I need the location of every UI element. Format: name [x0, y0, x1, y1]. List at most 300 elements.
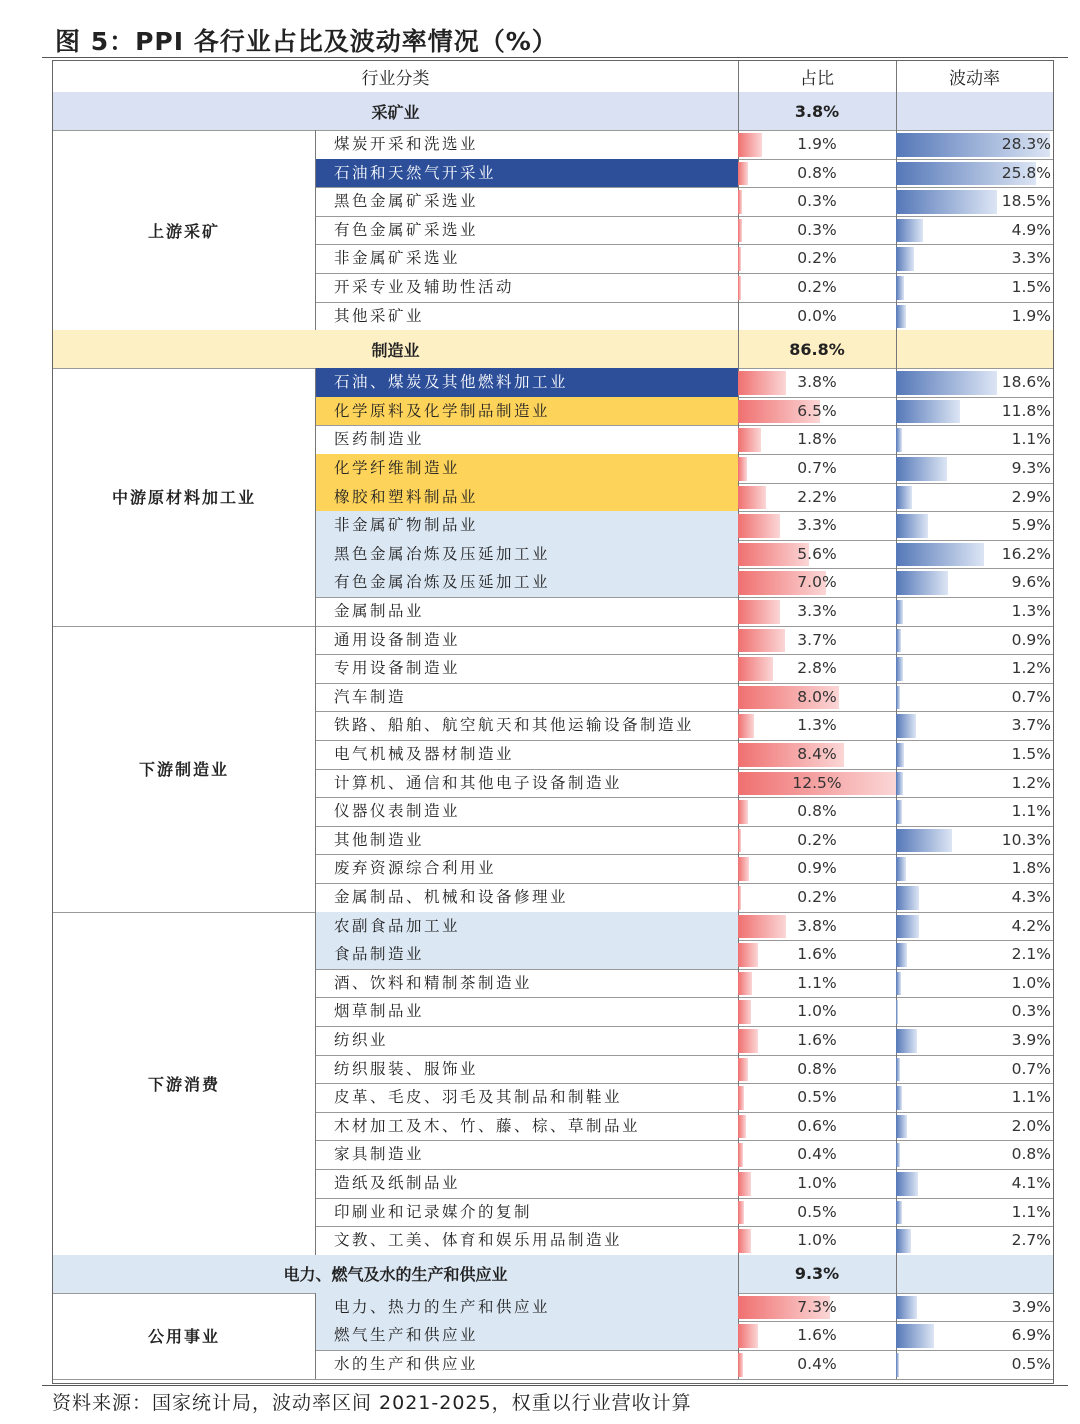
share-bar [738, 371, 786, 395]
share-bar [738, 1143, 743, 1167]
share-bar [738, 1172, 751, 1196]
volatility-cell [896, 187, 1053, 216]
share-bar [738, 857, 749, 881]
share-value: 1.3% [797, 716, 837, 735]
share-bar [738, 1086, 744, 1110]
share-value: 2.2% [797, 487, 837, 506]
volatility-bar [896, 972, 901, 996]
share-cell [738, 1140, 896, 1169]
share-value: 0.4% [797, 1145, 837, 1164]
volatility-cell [896, 1055, 1053, 1084]
volatility-value: 9.3% [1011, 459, 1051, 477]
volatility-cell [896, 1169, 1053, 1198]
share-value: 1.1% [797, 973, 837, 992]
share-value: 0.0% [797, 306, 837, 325]
share-value: 0.3% [797, 192, 837, 211]
volatility-value: 1.9% [1011, 306, 1051, 325]
volatility-value: 1.2% [1011, 773, 1051, 792]
industry-name: 电气机械及器材制造业 [334, 745, 515, 763]
share-value: 1.0% [797, 1002, 837, 1021]
industry-name: 金属制品业 [334, 602, 425, 620]
share-value: 0.2% [797, 249, 837, 268]
share-bar [738, 1115, 746, 1139]
share-cell [738, 969, 896, 998]
volatility-cell [896, 969, 1053, 998]
volatility-value: 0.8% [1011, 1145, 1051, 1164]
industry-name: 黑色金属矿采选业 [334, 192, 479, 211]
volatility-value: 2.1% [1011, 945, 1051, 964]
share-bar [738, 428, 761, 452]
share-value: 1.6% [797, 1326, 837, 1345]
volatility-cell [896, 397, 1053, 426]
share-bar [738, 514, 780, 538]
volatility-value: 4.1% [1011, 1174, 1051, 1192]
volatility-value: 18.5% [1001, 192, 1051, 211]
volatility-bar [896, 1229, 911, 1253]
share-value: 0.8% [797, 163, 837, 182]
share-bar [738, 915, 786, 939]
share-bar [738, 1353, 743, 1377]
industry-name: 有色金属矿采选业 [334, 220, 479, 239]
share-cell [738, 1293, 896, 1322]
volatility-cell [896, 797, 1053, 826]
source-rule [42, 1385, 1068, 1386]
volatility-bar [896, 1086, 902, 1110]
group-label: 上游采矿 [147, 221, 220, 241]
volatility-value: 3.9% [1011, 1297, 1051, 1316]
volatility-cell [896, 826, 1053, 855]
industry-name: 化学原料及化学制品制造业 [315, 397, 738, 426]
volatility-value: 3.9% [1011, 1031, 1051, 1049]
share-cell [738, 683, 896, 712]
share-bar [738, 657, 773, 681]
volatility-cell [896, 683, 1053, 712]
share-value: 0.8% [797, 802, 837, 821]
share-value: 0.7% [797, 459, 837, 477]
share-value: 0.9% [797, 859, 837, 878]
volatility-value: 0.5% [1011, 1355, 1051, 1373]
share-cell [738, 854, 896, 883]
volatility-cell [896, 940, 1053, 969]
volatility-bar [896, 743, 904, 767]
volatility-cell [896, 1140, 1053, 1169]
volatility-cell [896, 597, 1053, 626]
share-value: 1.6% [797, 945, 837, 964]
volatility-bar [896, 943, 907, 967]
volatility-value: 0.9% [1011, 630, 1051, 649]
volatility-cell [896, 1321, 1053, 1350]
section-share: 9.3% [794, 1264, 840, 1284]
volatility-bar [896, 514, 928, 538]
volatility-cell [896, 626, 1053, 655]
volatility-bar [896, 772, 903, 796]
share-cell [738, 711, 896, 740]
volatility-value: 9.6% [1011, 573, 1051, 592]
column-divider [738, 1255, 739, 1293]
share-bar [738, 629, 785, 653]
volatility-cell [896, 540, 1053, 569]
share-value: 7.0% [797, 573, 837, 592]
industry-name: 电力、热力的生产和供应业 [315, 1293, 738, 1322]
header-share: 占比 [800, 69, 834, 89]
share-cell [738, 1026, 896, 1055]
volatility-value: 6.9% [1011, 1326, 1051, 1345]
column-divider [738, 92, 739, 130]
industry-name: 非金属矿采选业 [334, 249, 461, 268]
row-divider [53, 1379, 1053, 1380]
share-cell [738, 626, 896, 655]
volatility-bar [896, 1172, 918, 1196]
volatility-bar [896, 1143, 900, 1167]
share-value: 0.2% [797, 278, 837, 296]
share-cell [738, 826, 896, 855]
volatility-value: 1.2% [1011, 659, 1051, 678]
volatility-bar [896, 829, 952, 853]
volatility-cell [896, 1198, 1053, 1227]
volatility-bar [896, 486, 912, 510]
share-cell [738, 540, 896, 569]
column-divider [315, 130, 316, 330]
share-bar [738, 600, 780, 624]
volatility-value: 11.8% [1001, 401, 1051, 420]
share-cell [738, 997, 896, 1026]
industry-name: 木材加工及木、竹、藤、棕、草制品业 [334, 1116, 641, 1135]
volatility-bar [896, 190, 997, 214]
share-value: 1.0% [797, 1174, 837, 1192]
volatility-cell [896, 711, 1053, 740]
volatility-cell [896, 425, 1053, 454]
volatility-value: 0.7% [1011, 1059, 1051, 1078]
share-bar [738, 133, 762, 157]
group-label: 下游消费 [147, 1074, 220, 1094]
share-cell [738, 511, 896, 540]
share-value: 2.8% [797, 659, 837, 678]
share-value: 1.6% [797, 1031, 837, 1049]
share-bar [738, 247, 741, 271]
column-divider [315, 368, 316, 625]
share-cell [738, 1169, 896, 1198]
ppi-industry-table [52, 60, 1054, 1384]
share-value: 6.5% [797, 401, 837, 420]
share-bar [738, 714, 754, 738]
volatility-bar [896, 305, 906, 329]
volatility-cell [896, 654, 1053, 683]
volatility-value: 0.7% [1011, 687, 1051, 706]
share-value: 3.8% [797, 373, 837, 392]
volatility-cell [896, 273, 1053, 302]
share-cell [738, 216, 896, 245]
share-value: 12.5% [792, 773, 842, 792]
volatility-cell [896, 130, 1053, 159]
volatility-bar [896, 600, 903, 624]
industry-name: 印刷业和记录媒介的复制 [334, 1202, 533, 1221]
volatility-cell [896, 883, 1053, 912]
volatility-cell [896, 483, 1053, 512]
industry-name: 石油和天然气开采业 [315, 159, 738, 188]
industry-name: 煤炭开采和洗选业 [334, 135, 479, 153]
share-cell [738, 1083, 896, 1112]
share-value: 3.3% [797, 516, 837, 535]
header-category: 行业分类 [361, 69, 430, 89]
share-value: 3.8% [797, 916, 837, 935]
share-cell [738, 568, 896, 597]
share-cell [738, 883, 896, 912]
industry-name: 酒、饮料和精制茶制造业 [334, 973, 533, 992]
share-value: 0.8% [797, 1059, 837, 1078]
volatility-value: 1.1% [1011, 1202, 1051, 1221]
share-value: 0.5% [797, 1088, 837, 1107]
industry-name: 开采专业及辅助性活动 [334, 278, 515, 296]
share-cell [738, 1350, 896, 1379]
industry-name: 专用设备制造业 [334, 659, 461, 678]
volatility-cell [896, 302, 1053, 331]
volatility-cell [896, 1350, 1053, 1379]
share-value: 1.0% [797, 1231, 837, 1250]
figure-title: 图 5：PPI 各行业占比及波动率情况（%） [55, 27, 558, 56]
volatility-cell [896, 912, 1053, 941]
industry-name: 金属制品、机械和设备修理业 [334, 888, 569, 906]
industry-name: 其他制造业 [334, 830, 425, 849]
share-value: 0.5% [797, 1202, 837, 1221]
volatility-bar [896, 800, 902, 824]
share-bar [738, 1029, 758, 1053]
volatility-value: 4.2% [1011, 916, 1051, 935]
share-value: 1.9% [797, 135, 837, 153]
share-cell [738, 244, 896, 273]
group-label: 公用事业 [147, 1327, 220, 1347]
industry-name: 燃气生产和供应业 [315, 1321, 738, 1350]
share-value: 0.6% [797, 1116, 837, 1135]
industry-name: 家具制造业 [334, 1145, 425, 1164]
share-cell [738, 769, 896, 798]
share-cell [738, 1198, 896, 1227]
volatility-bar [896, 629, 901, 653]
share-value: 3.3% [797, 602, 837, 620]
industry-name: 仪器仪表制造业 [334, 802, 461, 821]
volatility-bar [896, 1029, 917, 1053]
share-cell [738, 740, 896, 769]
share-cell [738, 368, 896, 397]
share-bar [738, 162, 748, 186]
share-bar [738, 276, 741, 300]
volatility-bar [896, 571, 948, 595]
volatility-value: 5.9% [1011, 516, 1051, 535]
share-bar [738, 943, 758, 967]
volatility-bar [896, 915, 919, 939]
share-bar [738, 486, 766, 510]
share-cell [738, 940, 896, 969]
share-bar [738, 886, 741, 910]
share-bar [738, 1201, 744, 1225]
column-divider [896, 1255, 897, 1293]
volatility-bar [896, 714, 916, 738]
volatility-cell [896, 1083, 1053, 1112]
industry-name: 非金属矿物制品业 [315, 511, 738, 540]
industry-name: 纺织业 [334, 1031, 389, 1049]
column-divider [315, 1293, 316, 1379]
volatility-bar [896, 400, 960, 424]
industry-name: 石油、煤炭及其他燃料加工业 [315, 368, 738, 397]
volatility-bar [896, 457, 947, 481]
industry-name: 文教、工美、体育和娱乐用品制造业 [334, 1231, 623, 1250]
section-name: 采矿业 [371, 102, 420, 122]
share-value: 5.6% [797, 544, 837, 563]
volatility-value: 1.1% [1011, 430, 1051, 449]
column-divider [738, 330, 739, 368]
share-cell [738, 425, 896, 454]
volatility-value: 0.3% [1011, 1002, 1051, 1021]
volatility-value: 1.1% [1011, 1088, 1051, 1107]
volatility-bar [896, 247, 914, 271]
column-divider [738, 61, 739, 92]
volatility-value: 25.8% [1001, 163, 1051, 182]
share-value: 8.4% [797, 745, 837, 763]
share-cell [738, 159, 896, 188]
industry-name: 化学纤维制造业 [315, 454, 738, 483]
group-label: 下游制造业 [138, 760, 229, 780]
section-share: 86.8% [789, 339, 845, 359]
share-bar [738, 457, 747, 481]
volatility-cell [896, 769, 1053, 798]
volatility-cell [896, 1293, 1053, 1322]
share-value: 0.3% [797, 220, 837, 239]
industry-name: 其他采矿业 [334, 306, 425, 325]
share-cell [738, 1112, 896, 1141]
industry-name: 汽车制造 [334, 687, 407, 706]
volatility-value: 4.3% [1011, 888, 1051, 906]
volatility-bar [896, 1000, 898, 1024]
source-note: 资料来源：国家统计局，波动率区间 2021-2025，权重以行业营收计算 [52, 1392, 692, 1414]
column-divider [896, 330, 897, 368]
industry-name: 农副食品加工业 [315, 912, 738, 941]
industry-name: 造纸及纸制品业 [334, 1174, 461, 1192]
volatility-value: 2.0% [1011, 1116, 1051, 1135]
share-cell [738, 1321, 896, 1350]
volatility-value: 18.6% [1001, 373, 1051, 392]
volatility-value: 1.1% [1011, 802, 1051, 821]
industry-name: 皮革、毛皮、羽毛及其制品和制鞋业 [334, 1088, 623, 1107]
share-bar [738, 972, 752, 996]
share-value: 0.4% [797, 1355, 837, 1373]
industry-name: 通用设备制造业 [334, 630, 461, 649]
volatility-bar [896, 1296, 917, 1320]
section-name: 制造业 [371, 340, 420, 360]
industry-name: 烟草制品业 [334, 1002, 425, 1021]
volatility-bar [896, 219, 923, 243]
share-cell [738, 797, 896, 826]
volatility-cell [896, 1112, 1053, 1141]
industry-name: 食品制造业 [315, 940, 738, 969]
volatility-cell [896, 368, 1053, 397]
volatility-value: 10.3% [1001, 830, 1051, 849]
volatility-bar [896, 276, 904, 300]
volatility-cell [896, 740, 1053, 769]
column-divider [315, 626, 316, 912]
volatility-bar [896, 543, 984, 567]
volatility-value: 1.0% [1011, 973, 1051, 992]
share-cell [738, 654, 896, 683]
volatility-cell [896, 511, 1053, 540]
volatility-value: 3.3% [1011, 249, 1051, 268]
industry-name: 计算机、通信和其他电子设备制造业 [334, 773, 623, 792]
industry-name: 有色金属冶炼及压延加工业 [315, 568, 738, 597]
share-cell [738, 454, 896, 483]
volatility-bar [896, 371, 997, 395]
share-bar [738, 1229, 751, 1253]
share-cell [738, 397, 896, 426]
industry-name: 铁路、船舶、航空航天和其他运输设备制造业 [334, 716, 695, 735]
volatility-bar [896, 886, 919, 910]
volatility-bar [896, 1201, 902, 1225]
volatility-value: 2.9% [1011, 487, 1051, 506]
section-name: 电力、燃气及水的生产和供应业 [283, 1265, 508, 1285]
industry-name: 黑色金属冶炼及压延加工业 [315, 540, 738, 569]
volatility-value: 16.2% [1001, 544, 1051, 563]
share-value: 1.8% [797, 430, 837, 449]
industry-name: 医药制造业 [334, 430, 425, 449]
share-value: 8.0% [797, 687, 837, 706]
share-cell [738, 1226, 896, 1255]
volatility-value: 1.8% [1011, 859, 1051, 878]
share-value: 0.2% [797, 888, 837, 906]
volatility-cell [896, 454, 1053, 483]
volatility-bar [896, 686, 900, 710]
volatility-value: 1.3% [1011, 602, 1051, 620]
share-cell [738, 912, 896, 941]
industry-name: 橡胶和塑料制品业 [315, 483, 738, 512]
volatility-cell [896, 568, 1053, 597]
column-divider [896, 92, 897, 130]
header-volatility: 波动率 [949, 69, 1000, 89]
share-bar [738, 800, 748, 824]
volatility-bar [896, 428, 902, 452]
share-bar [738, 190, 742, 214]
share-cell [738, 597, 896, 626]
volatility-cell [896, 854, 1053, 883]
volatility-cell [896, 1026, 1053, 1055]
share-bar [738, 829, 741, 853]
share-value: 3.7% [797, 630, 837, 649]
volatility-bar [896, 1353, 899, 1377]
volatility-bar [896, 1115, 907, 1139]
volatility-value: 2.7% [1011, 1231, 1051, 1250]
volatility-bar [896, 657, 903, 681]
column-divider [896, 61, 897, 92]
volatility-cell [896, 1226, 1053, 1255]
volatility-cell [896, 244, 1053, 273]
volatility-cell [896, 159, 1053, 188]
group-label: 中游原材料加工业 [111, 488, 256, 508]
volatility-bar [896, 857, 906, 881]
share-cell [738, 483, 896, 512]
volatility-value: 28.3% [1001, 135, 1051, 153]
share-cell [738, 1055, 896, 1084]
volatility-bar [896, 1058, 900, 1082]
title-rule [42, 57, 1068, 58]
volatility-value: 1.5% [1011, 278, 1051, 296]
share-cell [738, 302, 896, 331]
volatility-cell [896, 997, 1053, 1026]
industry-name: 纺织服装、服饰业 [334, 1059, 479, 1078]
share-bar [738, 1000, 751, 1024]
column-divider [315, 912, 316, 1255]
share-cell [738, 187, 896, 216]
industry-name: 废弃资源综合利用业 [334, 859, 497, 878]
share-bar [738, 1058, 748, 1082]
volatility-bar [896, 1324, 934, 1348]
volatility-value: 3.7% [1011, 716, 1051, 735]
share-cell [738, 130, 896, 159]
